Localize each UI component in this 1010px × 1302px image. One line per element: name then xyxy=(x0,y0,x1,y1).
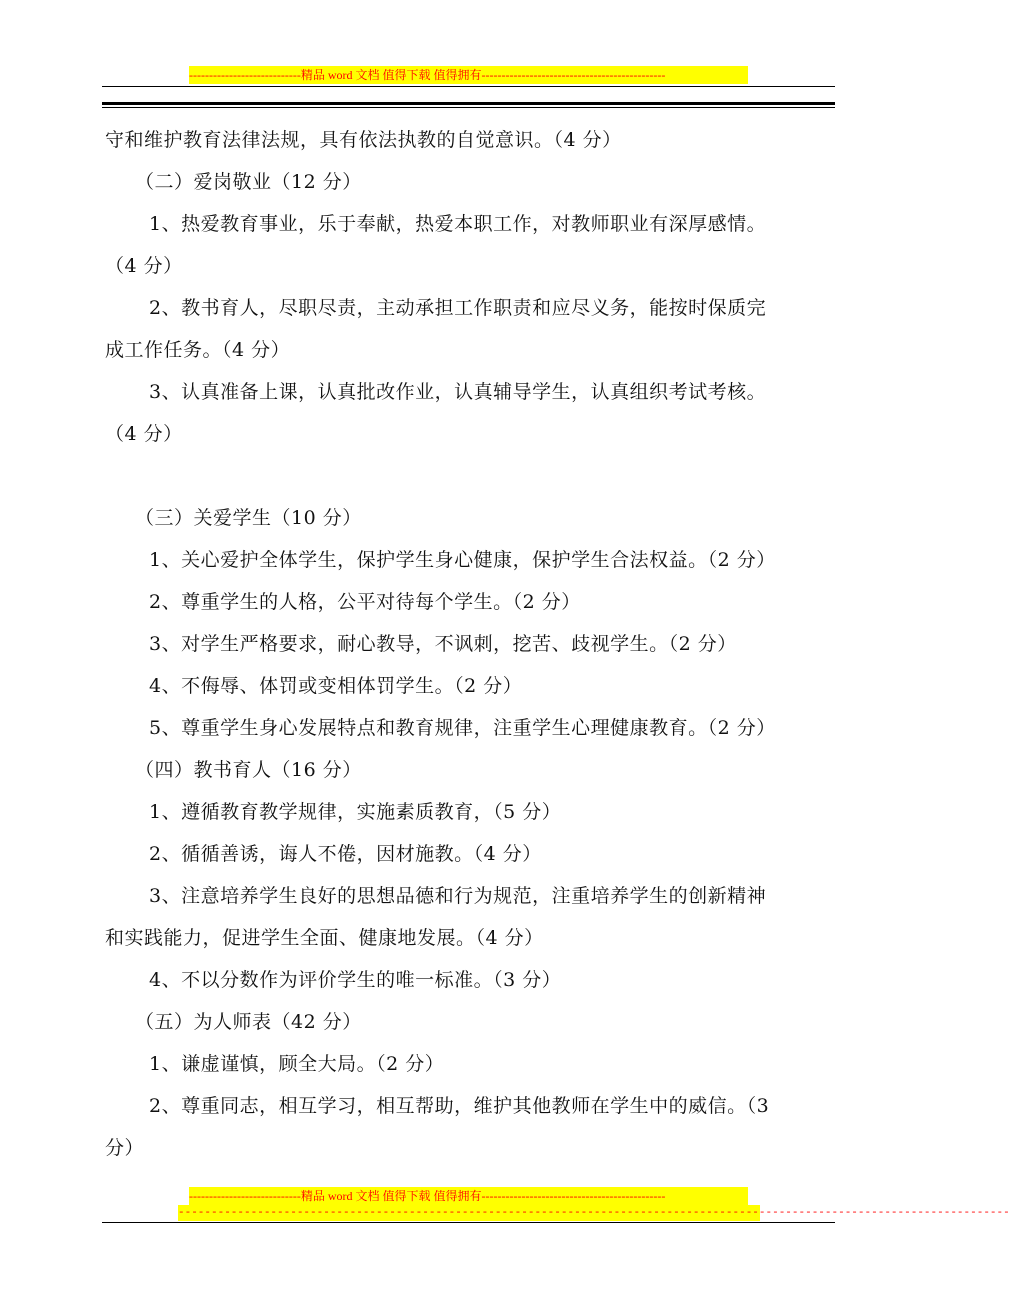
paragraph-line: 成工作任务。（4 分） xyxy=(105,339,291,361)
paragraph-line: 守和维护教育法律法规，具有依法执教的自觉意识。（4 分） xyxy=(105,129,622,151)
list-item: 2、尊重学生的人格，公平对待每个学生。（2 分） xyxy=(149,591,581,613)
list-item: 4、不以分数作为评价学生的唯一标准。（3 分） xyxy=(149,969,562,991)
list-item: 2、教书育人，尽职尽责，主动承担工作职责和应尽义务，能按时保质完 xyxy=(149,297,767,319)
paragraph-line: 分） xyxy=(105,1137,145,1159)
header-double-rule-thick xyxy=(102,102,835,105)
list-item: 3、认真准备上课，认真批改作业，认真辅导学生，认真组织考试考核。 xyxy=(149,381,767,403)
paragraph-line: （4 分） xyxy=(105,423,183,445)
list-item: 4、不侮辱、体罚或变相体罚学生。（2 分） xyxy=(149,675,523,697)
header-rule xyxy=(102,86,835,87)
footer-rule xyxy=(102,1222,835,1223)
list-item: 3、注意培养学生良好的思想品德和行为规范，注重培养学生的创新精神 xyxy=(149,885,767,907)
section-heading: （三）关爱学生（10 分） xyxy=(135,507,362,529)
header-double-rule-thin xyxy=(102,107,835,108)
paragraph-line: （4 分） xyxy=(105,255,183,277)
footer-banner: ----------------------------精品 word 文档 值得下载 值得拥有---------------------------------------------- xyxy=(189,1187,748,1205)
list-item: 3、对学生严格要求，耐心教导，不讽刺，挖苦、歧视学生。（2 分） xyxy=(149,633,737,655)
header-banner: ----------------------------精品 word 文档 值得下载 值得拥有---------------------------------------------- xyxy=(189,66,748,84)
list-item: 2、尊重同志，相互学习，相互帮助，维护其他教师在学生中的威信。（3 xyxy=(149,1095,770,1117)
list-item: 2、循循善诱，诲人不倦，因材施教。（4 分） xyxy=(149,843,542,865)
list-item: 1、关心爱护全体学生，保护学生身心健康，保护学生合法权益。（2 分） xyxy=(149,549,776,571)
list-item: 1、谦虚谨慎，顾全大局。（2 分） xyxy=(149,1053,445,1075)
section-heading: （五）为人师表（42 分） xyxy=(135,1011,362,1033)
section-heading: （二）爱岗敬业（12 分） xyxy=(135,171,362,193)
list-item: 1、热爱教育事业，乐于奉献，热爱本职工作，对教师职业有深厚感情。 xyxy=(149,213,767,235)
section-heading: （四）教书育人（16 分） xyxy=(135,759,362,781)
paragraph-line: 和实践能力，促进学生全面、健康地发展。（4 分） xyxy=(105,927,544,949)
list-item: 5、尊重学生身心发展特点和教育规律，注重学生心理健康教育。（2 分） xyxy=(149,717,776,739)
list-item: 1、遵循教育教学规律，实施素质教育，（5 分） xyxy=(149,801,562,823)
footer-banner-dashes: ------------------------------------------------------------------------------------------------------------------------------ xyxy=(178,1207,1010,1219)
